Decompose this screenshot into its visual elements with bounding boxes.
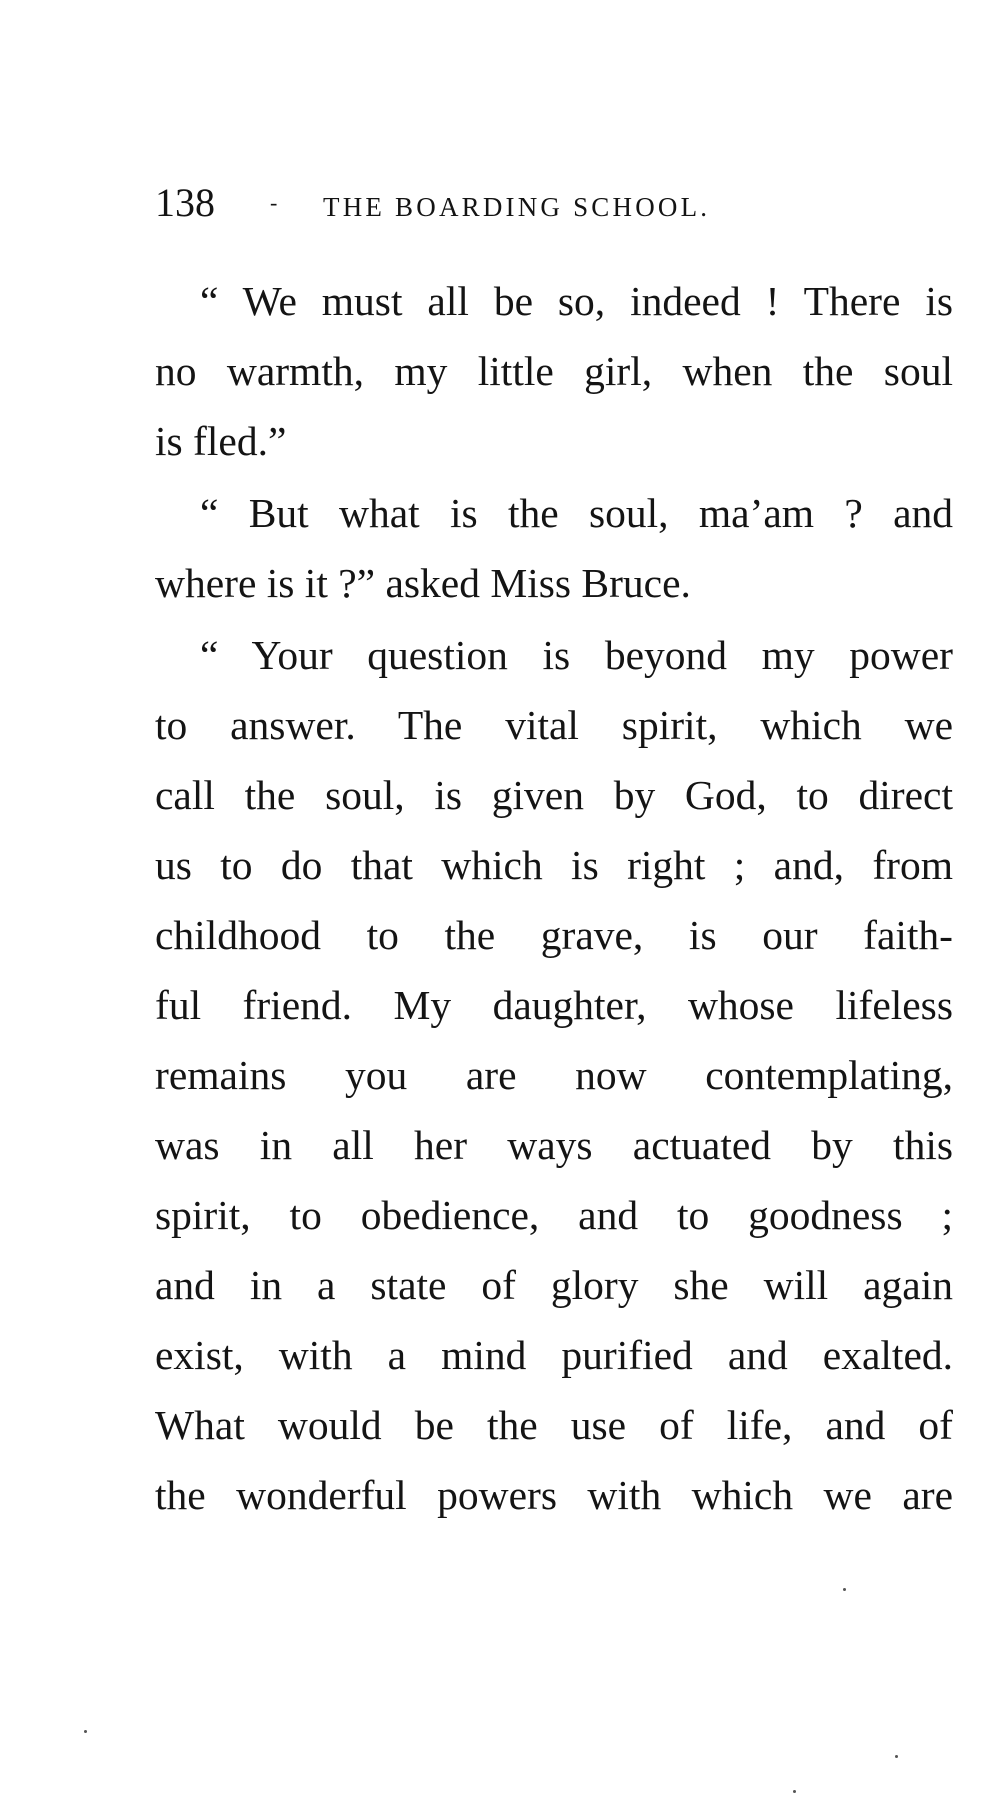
text-line: us to do that which is right ; and, from	[155, 842, 953, 888]
body-text	[155, 266, 953, 1530]
text-line: the wonderful powers with which we are	[155, 1472, 953, 1518]
text-line: “ But what is the soul, ma’am ? and	[200, 490, 953, 536]
paper-speck	[843, 1588, 846, 1591]
text-line: spirit, to obedience, and to goodness ;	[155, 1192, 953, 1238]
text-line: remains you are now contemplating,	[155, 1052, 953, 1098]
running-title: THE BOARDING SCHOOL.	[323, 192, 711, 222]
text-line: to answer. The vital spirit, which we	[155, 702, 953, 748]
page-number: 138	[155, 180, 215, 225]
text-line: “ Your question is beyond my power	[200, 632, 953, 678]
text-line: where is it ?” asked Miss Bruce.	[155, 560, 691, 606]
running-head	[155, 178, 945, 228]
text-line: no warmth, my little girl, when the soul	[155, 348, 953, 394]
text-line: was in all her ways actuated by this	[155, 1122, 953, 1168]
text-line: call the soul, is given by God, to direct	[155, 772, 953, 818]
text-line: “ We must all be so, indeed ! There is	[200, 278, 953, 324]
text-line: exist, with a mind purified and exalted.	[155, 1332, 953, 1378]
text-line: childhood to the grave, is our faith-	[155, 912, 953, 958]
paper-speck	[793, 1790, 796, 1793]
header-dash: -	[270, 190, 278, 215]
text-line: and in a state of glory she will again	[155, 1262, 953, 1308]
text-line: What would be the use of life, and of	[155, 1402, 953, 1448]
text-line: is fled.”	[155, 418, 287, 464]
text-line: ful friend. My daughter, whose lifeless	[155, 982, 953, 1028]
paper-speck	[84, 1730, 87, 1733]
paper-speck	[895, 1755, 898, 1758]
